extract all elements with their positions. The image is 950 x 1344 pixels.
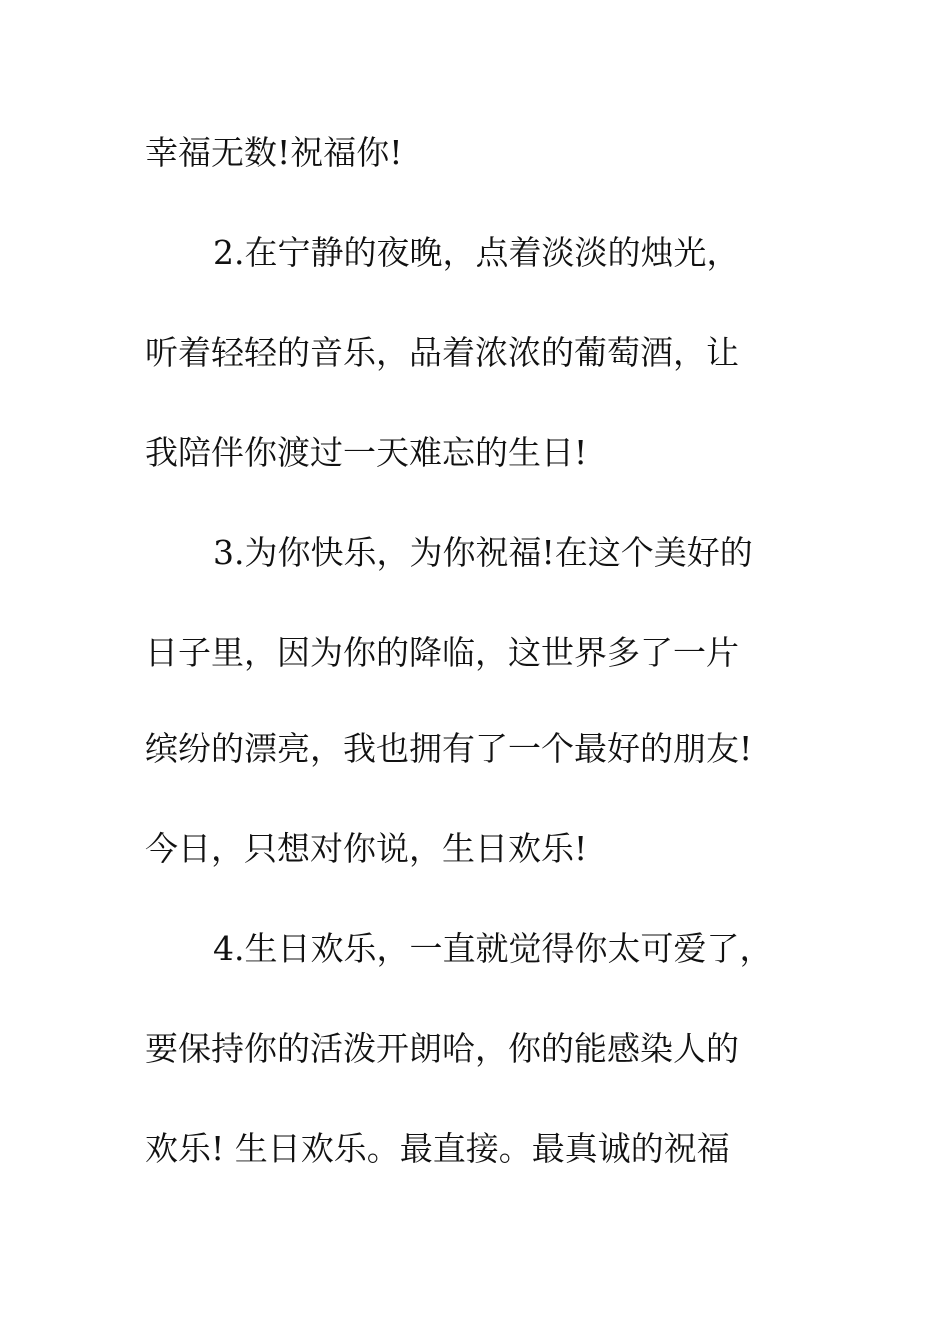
paragraph-2-line-1: 2.在宁静的夜晚，点着淡淡的烛光， bbox=[213, 233, 740, 272]
paragraph-3-line-3: 缤纷的漂亮，我也拥有了一个最好的朋友! bbox=[145, 729, 753, 768]
paragraph-4-line-2: 要保持你的活泼开朗哈，你的能感染人的 bbox=[145, 1029, 739, 1068]
paragraph-2-line-3: 我陪伴你渡过一天难忘的生日! bbox=[145, 433, 588, 472]
paragraph-3-line-2: 日子里，因为你的降临，这世界多了一片 bbox=[145, 633, 739, 672]
paragraph-1-line-3: 幸福无数!祝福你! bbox=[145, 133, 403, 172]
paragraph-2-line-2: 听着轻轻的音乐，品着浓浓的葡萄酒，让 bbox=[145, 333, 739, 372]
paragraph-4-line-3: 欢乐! 生日欢乐。最直接。最真诚的祝福 bbox=[145, 1129, 730, 1168]
paragraph-3-line-4: 今日，只想对你说，生日欢乐! bbox=[145, 829, 588, 868]
paragraph-4-line-1: 4.生日欢乐，一直就觉得你太可爱了， bbox=[213, 929, 773, 968]
paragraph-3-line-1: 3.为你快乐，为你祝福!在这个美好的 bbox=[213, 533, 753, 572]
